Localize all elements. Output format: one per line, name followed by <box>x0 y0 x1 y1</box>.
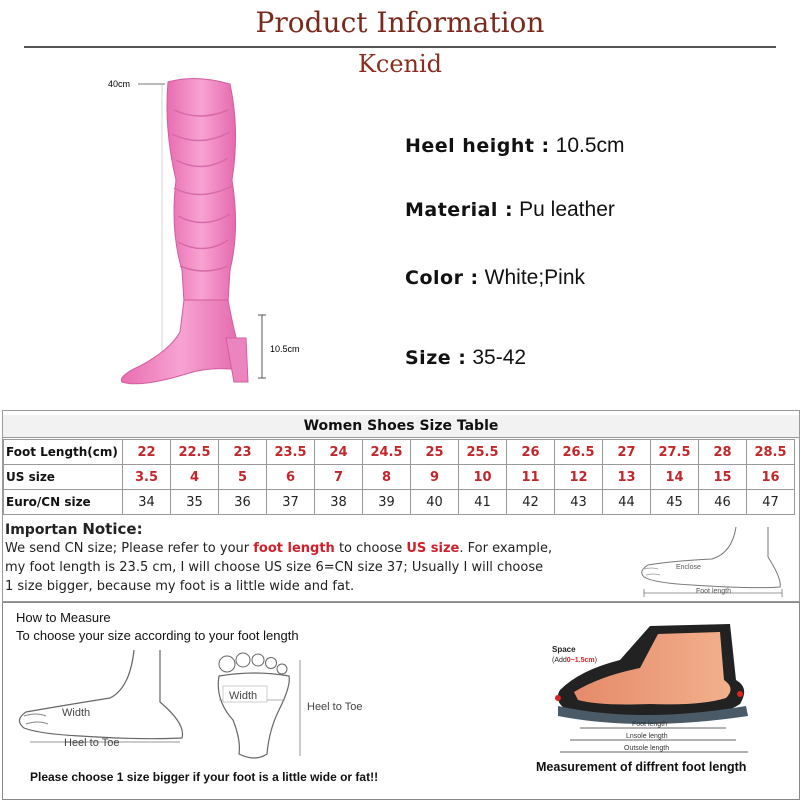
spec-color <box>405 266 585 290</box>
shaft-height-label: 40cm <box>108 79 131 89</box>
notice-title <box>5 520 143 538</box>
size-cell: 25.5 <box>459 440 507 465</box>
size-cell: 7 <box>315 465 363 490</box>
size-cell: 3.5 <box>123 465 171 490</box>
space-label: Space <box>552 645 576 654</box>
size-cell: 46 <box>699 490 747 515</box>
spec-size-label: Size : <box>405 347 467 369</box>
size-cell: 37 <box>267 490 315 515</box>
space-add-label <box>552 657 597 664</box>
size-cell: 26 <box>507 440 555 465</box>
space-add-text: (Add <box>552 657 567 664</box>
size-cell: 27.5 <box>651 440 699 465</box>
enclose-label: Enclose <box>676 564 701 571</box>
shoe-measurement-diagram <box>540 620 780 758</box>
foot-length-label: Foot length <box>696 588 732 595</box>
size-cell: 24 <box>315 440 363 465</box>
brand-name: Kcenid <box>357 50 443 78</box>
size-cell: 15 <box>699 465 747 490</box>
highlight-foot-length: foot length <box>253 541 335 556</box>
size-cell: 24.5 <box>363 440 411 465</box>
size-cell: 11 <box>507 465 555 490</box>
spec-color-label: Color : <box>405 267 479 289</box>
size-cell: 34 <box>123 490 171 515</box>
space-range-text: 0~1.5cm <box>566 657 595 664</box>
size-cell: 27 <box>603 440 651 465</box>
notice-line-3: 1 size bigger, because my foot is a little wide and fat. <box>5 579 355 594</box>
size-cell: 22.5 <box>171 440 219 465</box>
notice-text: to choose <box>334 541 407 556</box>
size-cell: 28.5 <box>747 440 795 465</box>
size-cell: 43 <box>555 490 603 515</box>
size-cell: 16 <box>747 465 795 490</box>
size-table-row <box>4 465 795 490</box>
highlight-us-size: US size <box>406 541 460 556</box>
size-advice-note: Please choose 1 size bigger if your foot is a little wide or fat!! <box>30 770 379 784</box>
width-label-side: Width <box>62 707 91 719</box>
width-label-top: Width <box>229 690 258 702</box>
size-row-header: US size <box>4 465 123 490</box>
notice-line-2: my foot length is 23.5 cm, I will choose US size 6=CN size 37; Usually I will choose <box>5 560 544 575</box>
size-cell: 23 <box>219 440 267 465</box>
spec-color-value: White;Pink <box>484 266 586 289</box>
size-row-header: Euro/CN size <box>4 490 123 515</box>
size-table <box>3 439 795 515</box>
notice-line-1 <box>5 541 552 556</box>
insole-length-caption: Lnsole length <box>626 733 668 740</box>
boot-foot <box>121 300 240 384</box>
notice-text: We send CN size; Please refer to your <box>5 541 254 556</box>
foot-length-caption: Foot length <box>632 721 668 728</box>
size-cell: 12 <box>555 465 603 490</box>
spec-size-value: 35-42 <box>472 346 527 369</box>
spec-material-value: Pu leather <box>519 198 615 221</box>
size-cell: 23.5 <box>267 440 315 465</box>
notice-title-a: Importan <box>5 522 78 538</box>
size-table-row <box>4 440 795 465</box>
side-foot-sketch <box>10 648 200 758</box>
spec-heel-label: Heel height : <box>405 135 550 157</box>
size-cell: 26.5 <box>555 440 603 465</box>
size-cell: 28 <box>699 440 747 465</box>
size-cell: 9 <box>411 465 459 490</box>
size-cell: 5 <box>219 465 267 490</box>
size-cell: 40 <box>411 490 459 515</box>
size-cell: 41 <box>459 490 507 515</box>
title-divider <box>24 46 776 48</box>
size-cell: 13 <box>603 465 651 490</box>
size-cell: 45 <box>651 490 699 515</box>
size-table-title: Women Shoes Size Table <box>3 415 799 438</box>
size-cell: 25 <box>411 440 459 465</box>
how-to-measure-subtitle: To choose your size according to your foot length <box>16 628 299 643</box>
foot-side-sketch <box>632 523 796 599</box>
spec-material-label: Material : <box>405 199 514 221</box>
size-cell: 42 <box>507 490 555 515</box>
outsole-length-caption: Outsole length <box>624 745 670 752</box>
heel-height-label: 10.5cm <box>270 344 300 354</box>
product-image <box>100 70 300 400</box>
size-cell: 39 <box>363 490 411 515</box>
size-row-header: Foot Length(cm) <box>4 440 123 465</box>
size-cell: 6 <box>267 465 315 490</box>
measurement-caption: Measurement of diffrent foot length <box>536 760 747 774</box>
size-cell: 44 <box>603 490 651 515</box>
spec-heel-height <box>405 134 625 158</box>
size-cell: 36 <box>219 490 267 515</box>
heel-to-toe-label-side: Heel to Toe <box>64 737 120 749</box>
size-cell: 38 <box>315 490 363 515</box>
notice-text: . For example, <box>459 541 553 556</box>
size-cell: 35 <box>171 490 219 515</box>
how-to-measure-title: How to Measure <box>16 610 111 625</box>
size-cell: 4 <box>171 465 219 490</box>
heel-to-toe-label-top: Heel to Toe <box>307 701 363 713</box>
size-cell: 22 <box>123 440 171 465</box>
space-close-text: ) <box>594 657 597 664</box>
spec-size <box>405 346 526 370</box>
size-cell: 14 <box>651 465 699 490</box>
spec-heel-value: 10.5cm <box>555 134 625 157</box>
notice-title-b: Notice: <box>82 520 143 538</box>
size-cell: 10 <box>459 465 507 490</box>
spec-material <box>405 198 615 222</box>
page-title: Product Information <box>255 6 545 39</box>
size-cell: 8 <box>363 465 411 490</box>
size-cell: 47 <box>747 490 795 515</box>
size-table-row <box>4 490 795 515</box>
top-foot-sketch <box>205 650 405 760</box>
